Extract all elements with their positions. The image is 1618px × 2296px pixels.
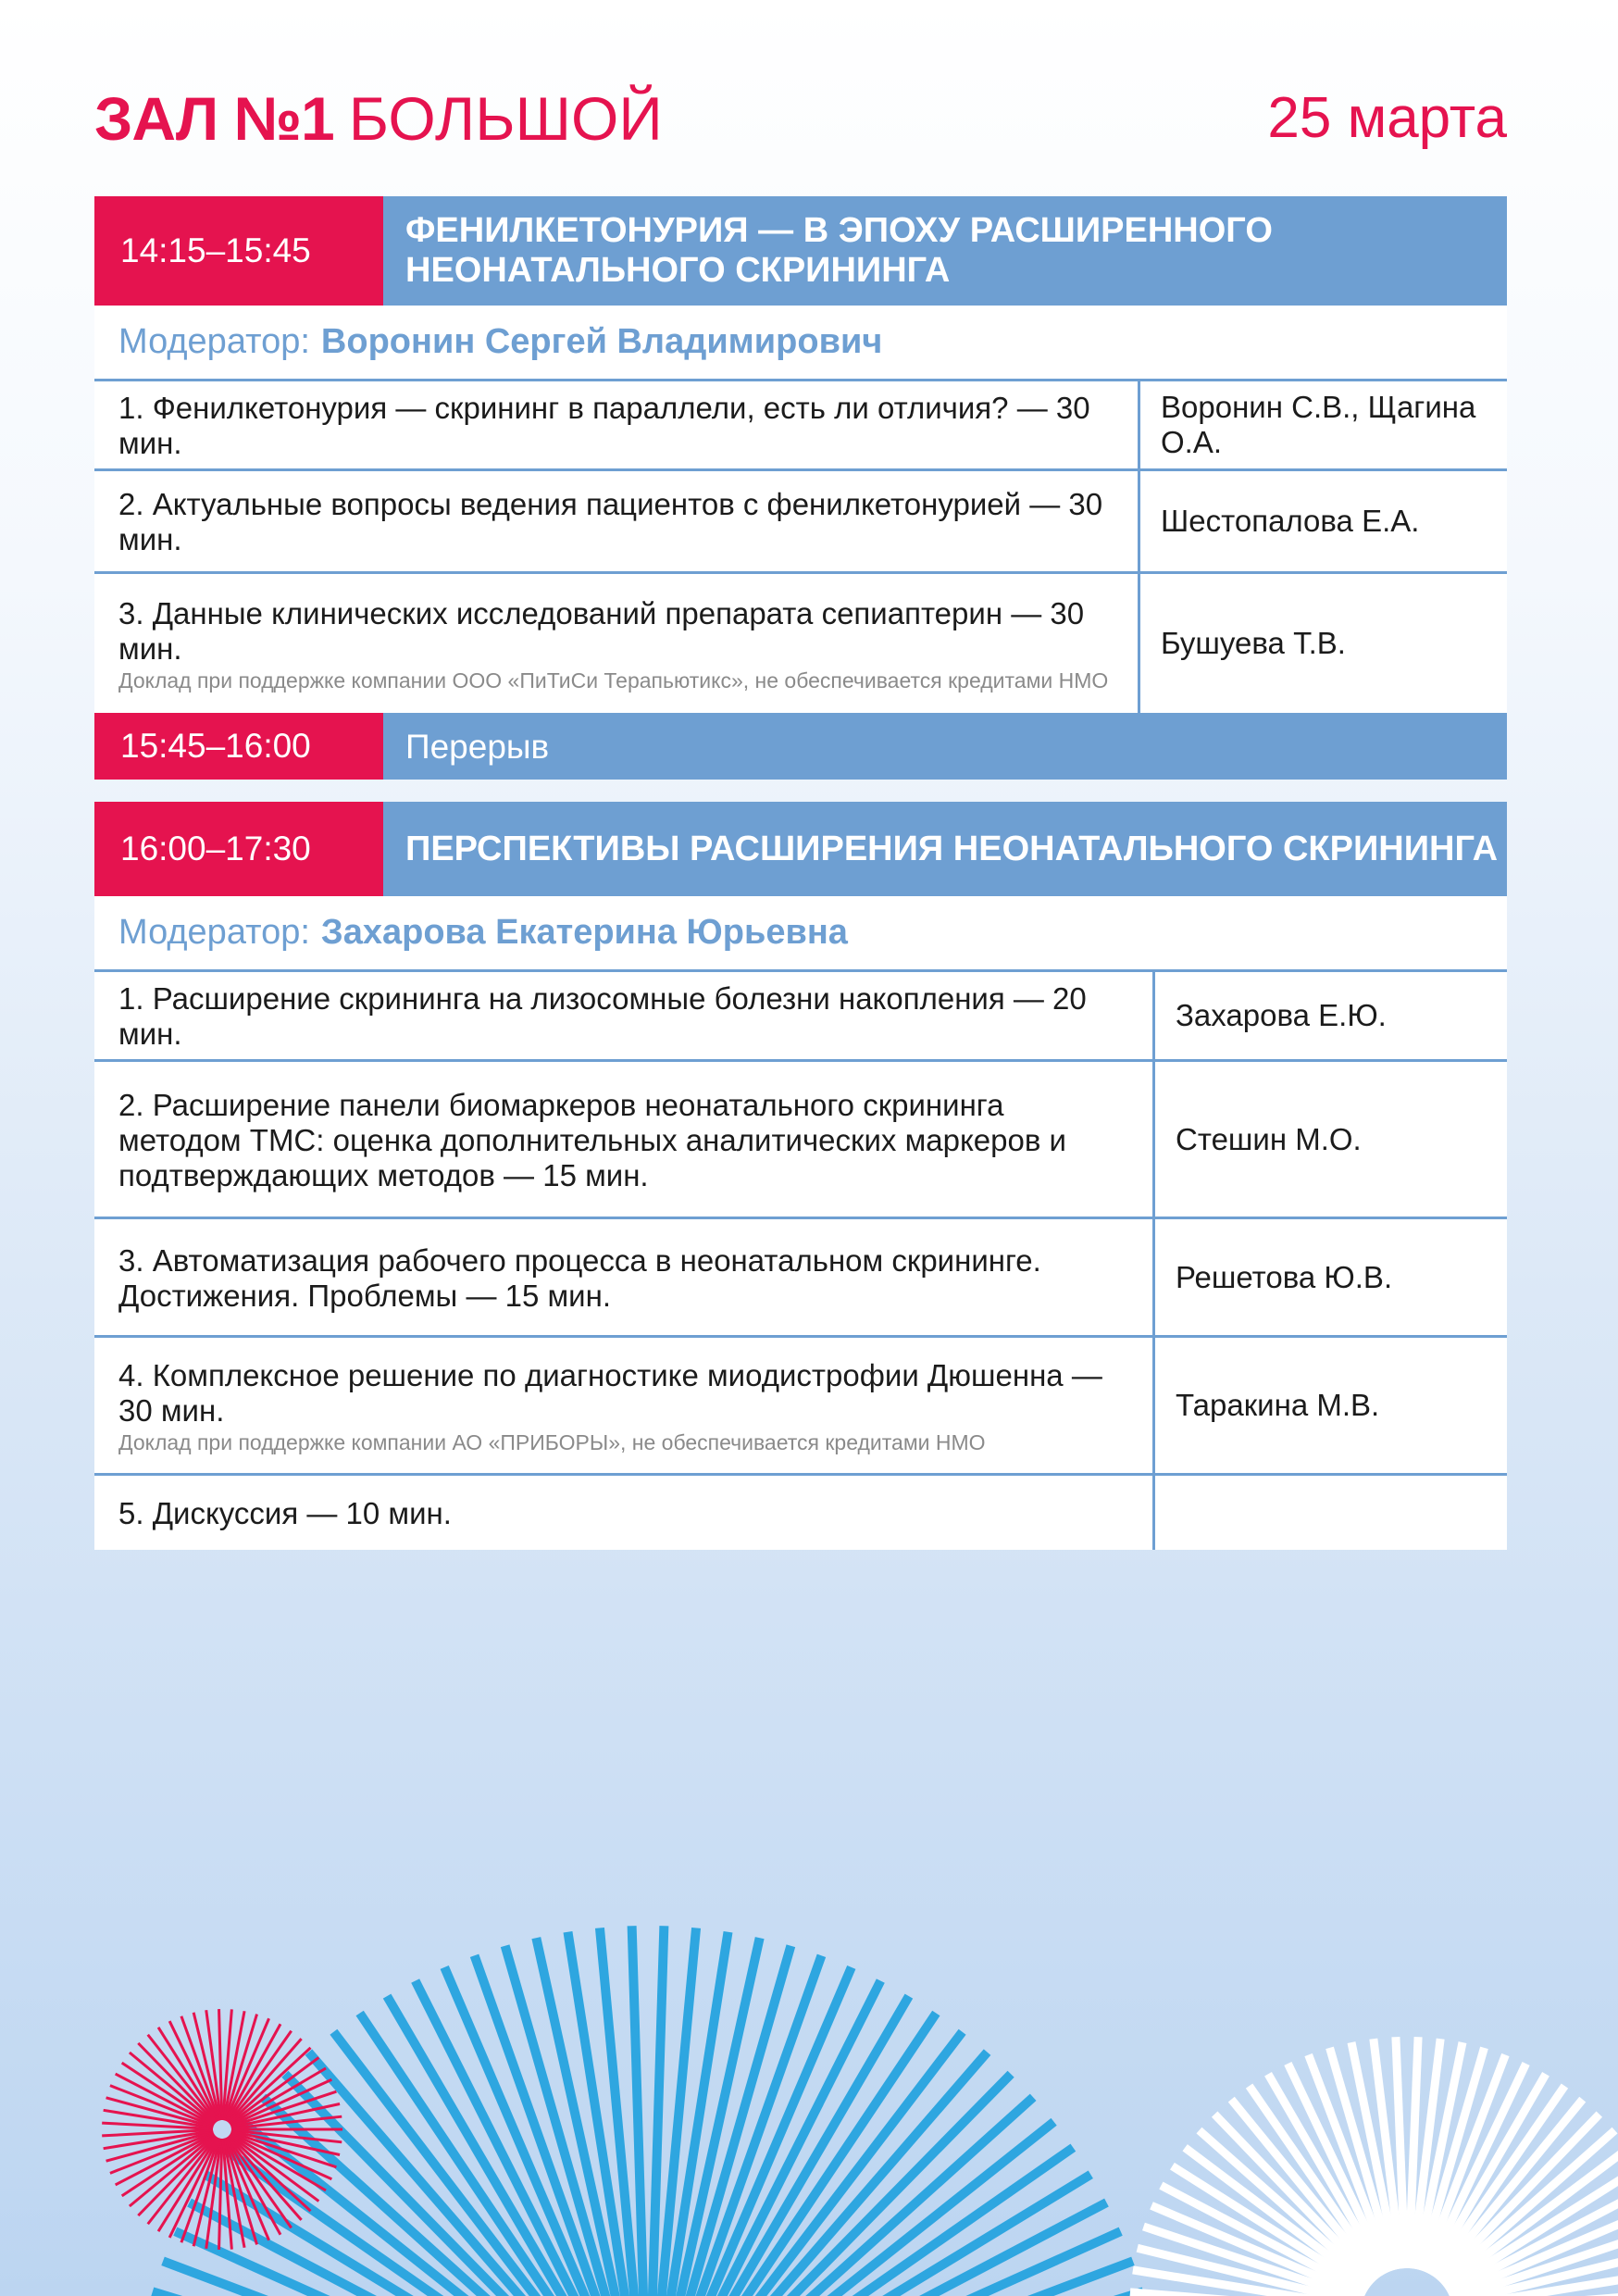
moderator-row bbox=[94, 896, 1507, 972]
talk-title bbox=[94, 972, 1155, 1059]
moderator-row bbox=[94, 306, 1507, 381]
talk-title bbox=[94, 381, 1140, 468]
sponsor-note: Доклад при поддержке компании ООО «ПиТиСи Терапьютикс», не обеспечивается кредитами НМО bbox=[118, 668, 1109, 693]
decorative-fans bbox=[0, 1926, 1618, 2296]
break-time: 15:45–16:00 bbox=[94, 713, 383, 780]
talk-title bbox=[94, 1476, 1155, 1550]
talk-speaker bbox=[1155, 1476, 1507, 1550]
talk-text: 3. Автоматизация рабочего процесса в неонатальном скрининге. Достижения. Проблемы — 15 мин. bbox=[118, 1242, 1041, 1313]
moderator-label: Модератор: bbox=[118, 322, 310, 361]
fan-ray bbox=[632, 1926, 645, 2296]
talk-title bbox=[94, 574, 1140, 713]
talk-text: 1. Расширение скрининга на лизосомные болезни накопления — 20 мин. bbox=[118, 981, 1087, 1051]
blue-fan-graphic bbox=[138, 1926, 1159, 2296]
session-title: ФЕНИЛКЕТОНУРИЯ — В ЭПОХУ РАСШИРЕННОГО НЕОНАТАЛЬНОГО СКРИНИНГА bbox=[383, 196, 1507, 306]
talk-title bbox=[94, 1219, 1155, 1335]
session-header bbox=[94, 196, 1507, 306]
talk-text: 2. Актуальные вопросы ведения пациентов с фенилкетонурией — 30 мин. bbox=[118, 487, 1103, 556]
hall-name: БОЛЬШОЙ bbox=[348, 84, 663, 153]
white-fan-graphic bbox=[1129, 2037, 1618, 2296]
talk-text: 1. Фенилкетонурия — скрининг в параллели, есть ли отличия? — 30 мин. bbox=[118, 391, 1090, 460]
talk-title bbox=[94, 1062, 1155, 1217]
page-header bbox=[94, 81, 1507, 156]
hall-number: ЗАЛ №1 bbox=[94, 84, 334, 153]
session-time: 14:15–15:45 bbox=[94, 196, 383, 306]
talk-row bbox=[94, 574, 1507, 713]
session-1 bbox=[94, 196, 1507, 713]
talk-text: 2. Расширение панели биомаркеров неонатального скрининга методом ТМС: оценка дополнительных аналитических маркеров и подтверждающих методов — 15 мин. bbox=[118, 1087, 1066, 1192]
talk-row bbox=[94, 1338, 1507, 1476]
moderator-name: Захарова Екатерина Юрьевна bbox=[320, 913, 848, 952]
talk-row bbox=[94, 1062, 1507, 1219]
sponsor-note: Доклад при поддержке компании АО «ПРИБОРЫ», не обеспечивается кредитами НМО bbox=[118, 1430, 986, 1454]
session-header bbox=[94, 802, 1507, 896]
talk-row bbox=[94, 1219, 1507, 1338]
session-2 bbox=[94, 802, 1507, 1550]
talk-title bbox=[94, 1338, 1155, 1473]
talk-speaker: Шестопалова Е.А. bbox=[1161, 504, 1420, 538]
session-time: 16:00–17:30 bbox=[94, 802, 383, 896]
talk-title bbox=[94, 471, 1140, 571]
talk-speaker: Воронин С.В., Щагина О.А. bbox=[1161, 390, 1476, 459]
talk-text: 4. Комплексное решение по диагностике миодистрофии Дюшенна — 30 мин. bbox=[118, 1358, 1102, 1428]
moderator-name: Воронин Сергей Владимирович bbox=[320, 322, 883, 361]
hall-title bbox=[94, 81, 663, 156]
break-row bbox=[94, 713, 1507, 780]
talk-speaker: Захарова Е.Ю. bbox=[1176, 998, 1387, 1032]
event-date: 25 марта bbox=[1267, 86, 1507, 150]
talk-speaker: Таракина М.В. bbox=[1176, 1388, 1380, 1422]
moderator-label: Модератор: bbox=[118, 913, 310, 952]
talk-text: 3. Данные клинических исследований препарата сепиаптерин — 30 мин. bbox=[118, 596, 1085, 666]
red-fan-graphic bbox=[102, 2009, 342, 2250]
talk-speaker: Стешин М.О. bbox=[1176, 1121, 1362, 1156]
session-title: ПЕРСПЕКТИВЫ РАСШИРЕНИЯ НЕОНАТАЛЬНОГО СКРИНИНГА bbox=[383, 802, 1507, 896]
talk-row bbox=[94, 471, 1507, 574]
talk-speaker: Бушуева Т.В. bbox=[1161, 626, 1346, 660]
talk-speaker: Решетова Ю.В. bbox=[1176, 1259, 1393, 1294]
talk-row bbox=[94, 972, 1507, 1062]
talk-row bbox=[94, 381, 1507, 471]
talk-row bbox=[94, 1476, 1507, 1550]
talk-text: 5. Дискуссия — 10 мин. bbox=[118, 1496, 452, 1530]
fan-ray bbox=[652, 1926, 665, 2296]
break-label: Перерыв bbox=[383, 713, 1507, 780]
